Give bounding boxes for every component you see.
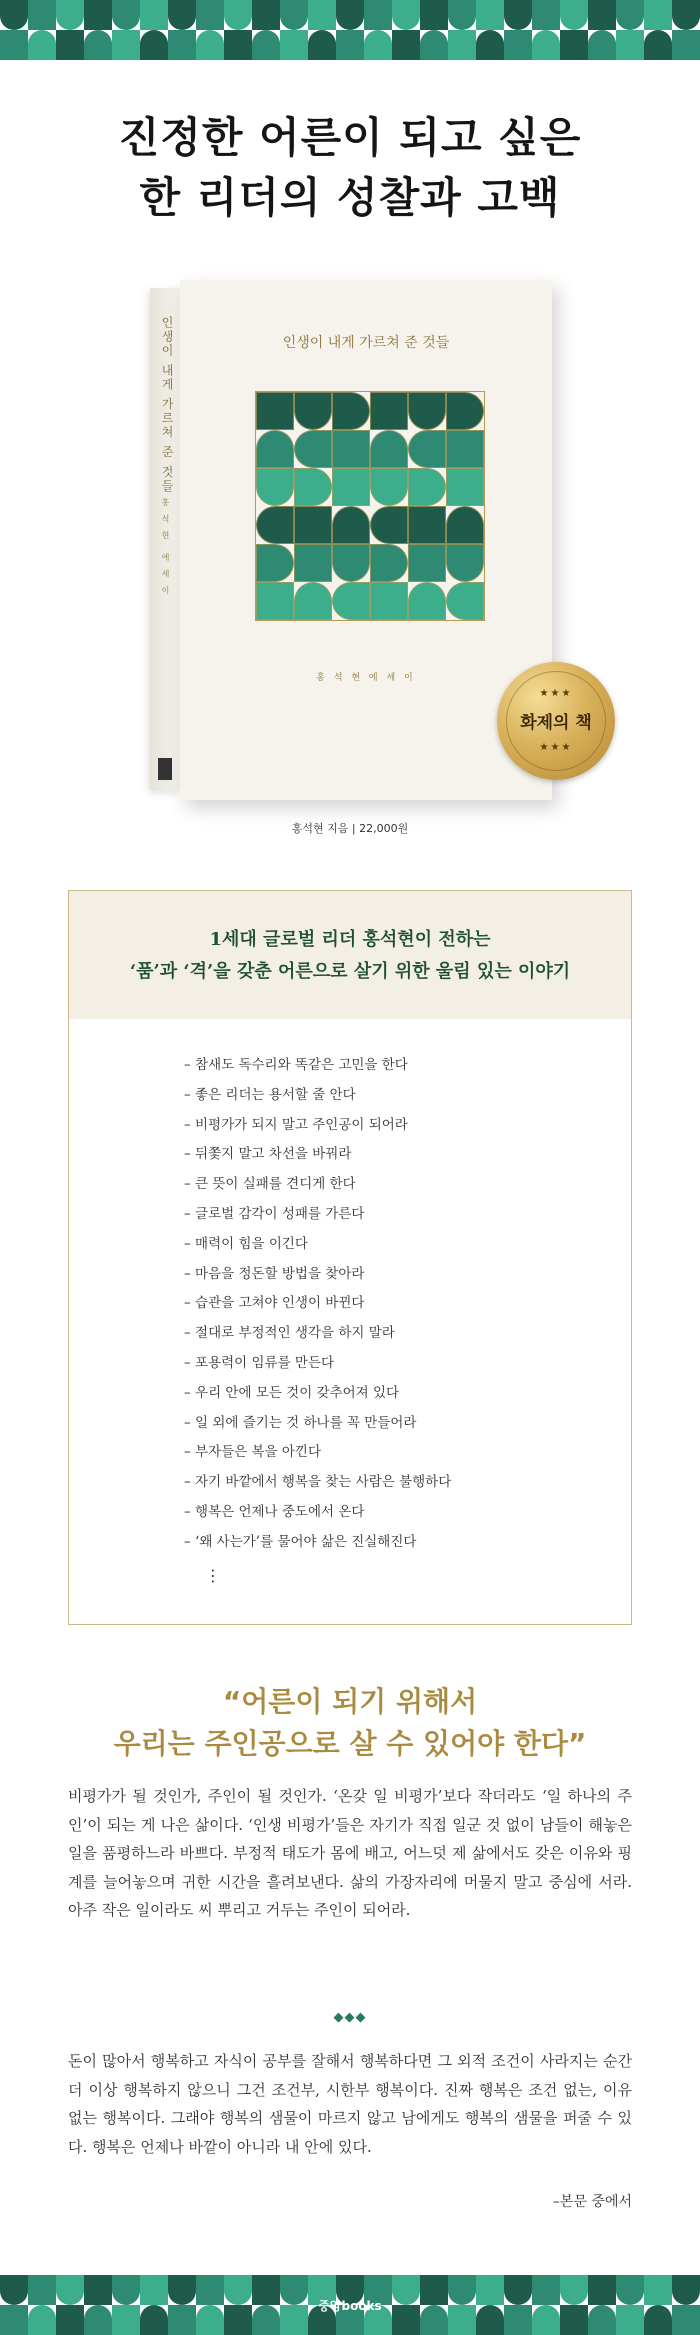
- spine-title: 인생이 내게 가르쳐 준 것들: [160, 316, 174, 494]
- pattern-tile: [392, 0, 420, 60]
- pattern-tile: [140, 0, 168, 60]
- cover-pattern-cell: [370, 392, 408, 430]
- pattern-shape: [196, 30, 224, 60]
- pattern-shape: [448, 0, 476, 30]
- quote-line-2: 우리는 주인공으로 살 수 있어야 한다”: [113, 1727, 587, 1760]
- pattern-tile: [364, 0, 392, 60]
- pattern-shape: [140, 0, 168, 30]
- pattern-tile: [336, 0, 364, 60]
- pattern-tile: [672, 0, 700, 60]
- pattern-tile: [588, 0, 616, 60]
- pattern-shape: [168, 30, 196, 60]
- top-pattern-band: [0, 0, 700, 60]
- cover-pattern-cell: [408, 544, 446, 582]
- pattern-shape: [504, 30, 532, 60]
- pattern-tile: [532, 0, 560, 60]
- pattern-shape: [280, 0, 308, 30]
- pattern-tile: [280, 0, 308, 60]
- pattern-shape: [308, 30, 336, 60]
- pattern-shape: [532, 0, 560, 30]
- pattern-shape: [476, 0, 504, 30]
- cover-pattern-cell: [408, 506, 446, 544]
- pattern-shape: [28, 0, 56, 30]
- cover-pattern-cell: [332, 544, 370, 582]
- pattern-tile: [644, 0, 672, 60]
- cover-pattern-cell: [408, 468, 446, 506]
- seal-label: 화제의 책: [520, 713, 592, 733]
- pattern-shape: [112, 30, 140, 60]
- cover-pattern-cell: [446, 544, 484, 582]
- pattern-tile: [196, 0, 224, 60]
- diamond-separator: ◆◆◆: [333, 2010, 367, 2025]
- pattern-shape: [140, 30, 168, 60]
- pattern-tile: [28, 0, 56, 60]
- pattern-shape: [336, 0, 364, 30]
- cover-pattern-cell: [332, 392, 370, 430]
- cover-pattern-cell: [256, 506, 294, 544]
- pattern-shape: [336, 30, 364, 60]
- list-item: – 습관을 고쳐야 인생이 바뀐다: [184, 1295, 365, 1312]
- cover-pattern-cell: [256, 430, 294, 468]
- headline-line-2: 한 리더의 성찰과 고백: [139, 173, 561, 222]
- cover-pattern-cell: [370, 582, 408, 620]
- spine-author: 홍 석 현: [161, 498, 170, 543]
- cover-pattern-cell: [446, 582, 484, 620]
- cover-pattern-cell: [408, 582, 446, 620]
- list-item: – 비평가가 되지 말고 주인공이 되어라: [184, 1116, 408, 1133]
- pattern-shape: [84, 0, 112, 30]
- publisher-logo-text: 중앙books: [318, 2299, 382, 2313]
- cover-pattern-cell: [370, 544, 408, 582]
- pattern-shape: [308, 0, 336, 30]
- list-item: – 일 외에 즐기는 것 하나를 꼭 만들어라: [184, 1414, 417, 1431]
- list-item: – ‘왜 사는가’를 물어야 삶은 진실해진다: [184, 1533, 417, 1550]
- list-item: – 큰 뜻이 실패를 견디게 한다: [184, 1176, 356, 1193]
- list-item: – 포용력이 임류를 만든다: [184, 1354, 335, 1371]
- cover-pattern-cell: [256, 582, 294, 620]
- cover-pattern-cell: [294, 544, 332, 582]
- pattern-tile: [252, 0, 280, 60]
- list-item: – 뒤쫓지 말고 차선을 바꿔라: [184, 1146, 352, 1163]
- pattern-shape: [672, 0, 700, 30]
- list-item: – 우리 안에 모든 것이 갖추어져 있다: [184, 1384, 400, 1401]
- pattern-tile: [504, 0, 532, 60]
- pattern-tile: [448, 0, 476, 60]
- cover-title: 인생이 내게 가르쳐 준 것들: [282, 335, 450, 351]
- pattern-shape: [672, 30, 700, 60]
- pattern-shape: [252, 30, 280, 60]
- pattern-tile: [168, 0, 196, 60]
- list-item: – 부자들은 복을 아낀다: [184, 1444, 321, 1461]
- cover-pattern-cell: [332, 430, 370, 468]
- pattern-shape: [420, 0, 448, 30]
- quote-line-1: “어른이 되기 위해서: [222, 1685, 478, 1718]
- pattern-shape: [364, 30, 392, 60]
- list-item: – 글로벌 감각이 성패를 가른다: [184, 1205, 365, 1222]
- pattern-tile: [56, 0, 84, 60]
- source-note: –본문 중에서: [552, 2194, 632, 2210]
- pattern-shape: [112, 0, 140, 30]
- cover-pattern-cell: [408, 430, 446, 468]
- list-item: – 절대로 부정적인 생각을 하지 말라: [184, 1325, 395, 1342]
- list-item: – 행복은 언제나 중도에서 온다: [184, 1503, 365, 1520]
- pattern-tile: [112, 0, 140, 60]
- pattern-tile: [0, 0, 28, 60]
- pattern-shape: [196, 0, 224, 30]
- pattern-shape: [392, 30, 420, 60]
- pattern-tile: [476, 0, 504, 60]
- pattern-shape: [280, 30, 308, 60]
- pattern-tile: [224, 0, 252, 60]
- author-price: 홍석현 지음 | 22,000원: [291, 822, 409, 835]
- contents-box: [68, 890, 632, 1625]
- book-spine: [150, 288, 180, 790]
- cover-pattern-cell: [446, 506, 484, 544]
- pattern-shape: [0, 30, 28, 60]
- ellipsis-icon: ⋮: [205, 1566, 221, 1585]
- list-item: – 자기 바깥에서 행복을 찾는 사람은 불행하다: [184, 1474, 452, 1491]
- cover-pattern-cell: [332, 468, 370, 506]
- headline-line-1: 진정한 어른이 되고 싶은: [118, 113, 582, 162]
- cover-pattern-cell: [256, 468, 294, 506]
- contents-box-header: [69, 891, 631, 1019]
- pattern-shape: [476, 30, 504, 60]
- body-paragraph-2: 돈이 많아서 행복하고 자식이 공부를 잘해서 행복하다면 그 외적 조건이 사라지는 순간 더 이상 행복하지 않으니 그건 조건부, 시한부 행복이다. 진짜 행복은 조건 없는, 이유 없는 행복이다. 그래야 행복의 샘물이 마르지 않고 남에게도 행복의 샘물을 퍼줄 수 있다. 행복은 언제나 바깥이 아니라 내 안에 있다.: [68, 2052, 632, 2156]
- pattern-shape: [224, 30, 252, 60]
- box-header-line-2: ‘품’과 ‘격’을 갖춘 어른으로 살기 위한 울림 있는 이야기: [129, 961, 571, 982]
- pattern-shape: [224, 0, 252, 30]
- body-paragraph-1: 비평가가 될 것인가, 주인이 될 것인가. ‘온갖 일 비평가’보다 작더라도 ‘일 하나의 주인’이 되는 게 나은 삶이다. ‘인생 비평가’들은 자기가 직접 일군 것 없이 남들이 해놓은 일을 품평하느라 바쁘다. 부정적 태도가 몸에 배고, 어느덧 제 삶에서도 갖은 이유와 핑계를 늘어놓으며 귀한 시간을 흘려보낸다. 삶의 가장자리에 머물지 말고 중심에 서라. 아주 작은 일이라도 씨 뿌리고 거두는 주인이 되어라.: [68, 1787, 632, 1919]
- cover-pattern-cell: [370, 468, 408, 506]
- cover-pattern-cell: [332, 506, 370, 544]
- pattern-shape: [616, 0, 644, 30]
- cover-geometric-pattern: [256, 392, 484, 620]
- cover-pattern-cell: [370, 506, 408, 544]
- cover-pattern-cell: [408, 392, 446, 430]
- pattern-shape: [588, 30, 616, 60]
- cover-pattern-cell: [446, 468, 484, 506]
- pattern-tile: [308, 0, 336, 60]
- pattern-shape: [84, 30, 112, 60]
- list-item: – 매력이 힘을 이긴다: [184, 1235, 308, 1252]
- pattern-shape: [448, 30, 476, 60]
- pattern-shape: [0, 0, 28, 30]
- contents-list: [184, 1053, 451, 1560]
- pattern-tile: [560, 0, 588, 60]
- cover-pattern-cell: [446, 392, 484, 430]
- spine-essay: 에 세 이: [161, 553, 170, 598]
- cover-pattern-cell: [256, 544, 294, 582]
- publisher-logo: [158, 758, 172, 780]
- box-header-line-1: 1세대 글로벌 리더 홍석현이 전하는: [209, 929, 491, 950]
- pattern-shape: [588, 0, 616, 30]
- award-seal: [497, 662, 615, 780]
- pattern-shape: [644, 30, 672, 60]
- cover-author: 홍 석 현 에 세 이: [316, 673, 416, 683]
- pattern-shape: [504, 0, 532, 30]
- pattern-shape: [252, 0, 280, 30]
- cover-pattern-cell: [370, 430, 408, 468]
- pattern-tile: [420, 0, 448, 60]
- pattern-shape: [168, 0, 196, 30]
- pattern-shape: [644, 0, 672, 30]
- pattern-shape: [56, 30, 84, 60]
- seal-stars-bottom: ★★★: [539, 742, 573, 753]
- pattern-shape: [56, 0, 84, 30]
- pattern-shape: [532, 30, 560, 60]
- list-item: – 좋은 리더는 용서할 줄 안다: [184, 1086, 356, 1103]
- cover-pattern-cell: [294, 430, 332, 468]
- pattern-tile: [84, 0, 112, 60]
- cover-pattern-cell: [446, 430, 484, 468]
- pattern-shape: [560, 0, 588, 30]
- cover-pattern-cell: [294, 582, 332, 620]
- list-item: – 참새도 독수리와 똑같은 고민을 한다: [184, 1057, 408, 1073]
- pattern-shape: [560, 30, 588, 60]
- pattern-shape: [392, 0, 420, 30]
- pattern-shape: [616, 30, 644, 60]
- cover-pattern-cell: [294, 506, 332, 544]
- pattern-tile: [616, 0, 644, 60]
- pattern-shape: [28, 30, 56, 60]
- pattern-shape: [364, 0, 392, 30]
- seal-stars-top: ★★★: [539, 688, 573, 699]
- pattern-shape: [420, 30, 448, 60]
- cover-pattern-cell: [294, 468, 332, 506]
- cover-pattern-cell: [256, 392, 294, 430]
- cover-pattern-cell: [294, 392, 332, 430]
- list-item: – 마음을 정돈할 방법을 찾아라: [184, 1265, 365, 1282]
- cover-pattern-cell: [332, 582, 370, 620]
